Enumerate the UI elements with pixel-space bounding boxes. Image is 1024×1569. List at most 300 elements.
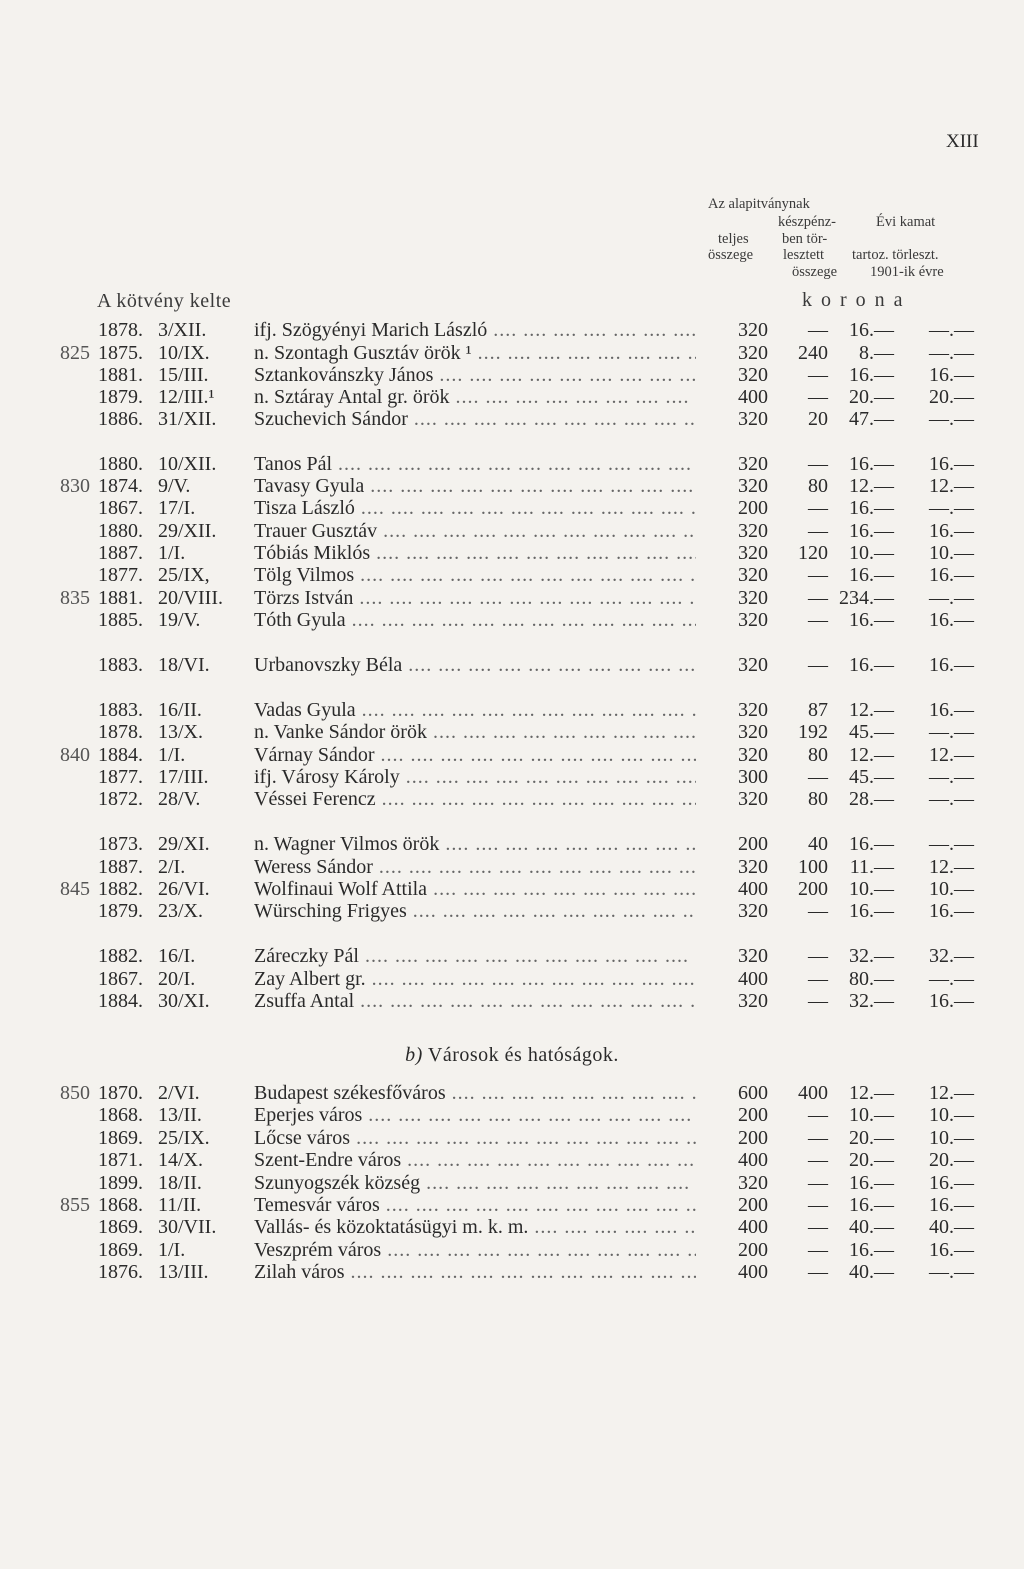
cell-osszeg: 320 bbox=[738, 609, 768, 631]
cell-date: 17/III. bbox=[158, 766, 209, 788]
cell-year: 1871. bbox=[98, 1149, 143, 1171]
cell-year: 1880. bbox=[98, 453, 143, 475]
cell-date: 12/III.¹ bbox=[158, 386, 215, 408]
cell-date: 15/III. bbox=[158, 364, 209, 386]
cell-year: 1883. bbox=[98, 654, 143, 676]
header-keszpenz: készpénz- bbox=[778, 214, 836, 230]
cell-name: n. Vanke Sándor örök .... bbox=[254, 721, 696, 744]
cell-date: 13/III. bbox=[158, 1261, 209, 1283]
cell-name: Szuchevich Sándor .... bbox=[254, 408, 696, 431]
cell-name: Szunyogszék község .... bbox=[254, 1172, 696, 1195]
cell-osszeg: 320 bbox=[738, 856, 768, 878]
cell-year: 1882. bbox=[98, 945, 143, 967]
table-row bbox=[0, 587, 1024, 611]
cell-kesz: — bbox=[808, 1172, 828, 1194]
cell-torl: 12.— bbox=[929, 744, 974, 766]
cell-tartoz: 16.— bbox=[849, 364, 894, 386]
cell-name: Sztankovánszky János .... bbox=[254, 364, 696, 387]
header-1901: 1901-ik évre bbox=[870, 264, 944, 280]
cell-kesz: 40 bbox=[808, 833, 828, 855]
table-row bbox=[0, 1104, 1024, 1128]
cell-year: 1886. bbox=[98, 408, 143, 430]
cell-tartoz: 16.— bbox=[849, 520, 894, 542]
cell-torl: 16.— bbox=[929, 1172, 974, 1194]
cell-num: 855 bbox=[60, 1194, 90, 1216]
cell-osszeg: 200 bbox=[738, 1239, 768, 1261]
cell-year: 1869. bbox=[98, 1239, 143, 1261]
cell-tartoz: 16.— bbox=[849, 1172, 894, 1194]
cell-year: 1875. bbox=[98, 342, 143, 364]
cell-year: 1879. bbox=[98, 386, 143, 408]
cell-date: 26/VI. bbox=[158, 878, 210, 900]
cell-name: Szent-Endre város .... bbox=[254, 1149, 696, 1172]
table-row bbox=[0, 1172, 1024, 1196]
cell-date: 25/IX, bbox=[158, 564, 210, 586]
table-row bbox=[0, 721, 1024, 745]
cell-osszeg: 200 bbox=[738, 497, 768, 519]
section-heading bbox=[0, 1044, 1024, 1067]
cell-date: 10/IX. bbox=[158, 342, 210, 364]
cell-year: 1876. bbox=[98, 1261, 143, 1283]
cell-num: 835 bbox=[60, 587, 90, 609]
cell-tartoz: 16.— bbox=[849, 497, 894, 519]
cell-osszeg: 200 bbox=[738, 833, 768, 855]
cell-kesz: 80 bbox=[808, 788, 828, 810]
table-row bbox=[0, 319, 1024, 343]
cell-name: ifj. Városy Károly .... bbox=[254, 766, 696, 789]
table-row bbox=[0, 878, 1024, 902]
cell-year: 1882. bbox=[98, 878, 143, 900]
cell-num: 825 bbox=[60, 342, 90, 364]
cell-date: 29/XII. bbox=[158, 520, 217, 542]
cell-name: Trauer Gusztáv .... bbox=[254, 520, 696, 543]
cell-date: 19/V. bbox=[158, 609, 201, 631]
cell-osszeg: 400 bbox=[738, 1216, 768, 1238]
cell-kesz: 240 bbox=[798, 342, 828, 364]
cell-name: Várnay Sándor .... bbox=[254, 744, 696, 767]
table-row bbox=[0, 1082, 1024, 1106]
cell-osszeg: 320 bbox=[738, 654, 768, 676]
cell-kesz: — bbox=[808, 453, 828, 475]
cell-kesz: 20 bbox=[808, 408, 828, 430]
cell-torl: —.— bbox=[929, 788, 974, 810]
table-row bbox=[0, 542, 1024, 566]
table-row bbox=[0, 386, 1024, 410]
cell-torl: 32.— bbox=[929, 945, 974, 967]
cell-osszeg: 320 bbox=[738, 364, 768, 386]
cell-year: 1869. bbox=[98, 1216, 143, 1238]
cell-date: 11/II. bbox=[158, 1194, 202, 1216]
cell-name: Tanos Pál .... bbox=[254, 453, 696, 476]
cell-kesz: — bbox=[808, 386, 828, 408]
cell-kesz: — bbox=[808, 609, 828, 631]
cell-osszeg: 320 bbox=[738, 475, 768, 497]
cell-num: 850 bbox=[60, 1082, 90, 1104]
cell-tartoz: 12.— bbox=[849, 744, 894, 766]
cell-name: n. Wagner Vilmos örök .... bbox=[254, 833, 696, 856]
cell-year: 1867. bbox=[98, 968, 143, 990]
table-row bbox=[0, 1149, 1024, 1173]
table-row bbox=[0, 1127, 1024, 1151]
cell-year: 1887. bbox=[98, 542, 143, 564]
cell-torl: 16.— bbox=[929, 1194, 974, 1216]
cell-kesz: — bbox=[808, 1127, 828, 1149]
table-row bbox=[0, 453, 1024, 477]
table-row bbox=[0, 609, 1024, 633]
section-prefix: b) bbox=[405, 1044, 423, 1066]
cell-date: 16/I. bbox=[158, 945, 196, 967]
cell-name: Vadas Gyula .... bbox=[254, 699, 696, 722]
cell-name: Tóth Gyula .... bbox=[254, 609, 696, 632]
cell-date: 1/I. bbox=[158, 1239, 186, 1261]
cell-osszeg: 400 bbox=[738, 386, 768, 408]
cell-torl: 16.— bbox=[929, 654, 974, 676]
cell-date: 14/X. bbox=[158, 1149, 203, 1171]
cell-name: Törzs István .... bbox=[254, 587, 696, 610]
cell-osszeg: 400 bbox=[738, 878, 768, 900]
cell-name: Weress Sándor .... bbox=[254, 856, 696, 879]
cell-tartoz: 20.— bbox=[849, 1127, 894, 1149]
cell-date: 31/XII. bbox=[158, 408, 217, 430]
cell-date: 1/I. bbox=[158, 744, 186, 766]
cell-year: 1867. bbox=[98, 497, 143, 519]
cell-name: Eperjes város .... bbox=[254, 1104, 696, 1127]
cell-year: 1872. bbox=[98, 788, 143, 810]
cell-kesz: 192 bbox=[798, 721, 828, 743]
cell-year: 1874. bbox=[98, 475, 143, 497]
cell-date: 29/XI. bbox=[158, 833, 210, 855]
cell-kesz: — bbox=[808, 1261, 828, 1283]
cell-osszeg: 200 bbox=[738, 1127, 768, 1149]
cell-kesz: 120 bbox=[798, 542, 828, 564]
cell-name: Tölg Vilmos .... bbox=[254, 564, 696, 587]
cell-tartoz: 45.— bbox=[849, 721, 894, 743]
cell-name: Zsuffa Antal .... bbox=[254, 990, 696, 1013]
header-keszpenz: ben tör- bbox=[782, 231, 828, 247]
table-row bbox=[0, 497, 1024, 521]
cell-osszeg: 400 bbox=[738, 1261, 768, 1283]
cell-torl: —.— bbox=[929, 721, 974, 743]
cell-name: n. Sztáray Antal gr. örök .... bbox=[254, 386, 696, 409]
cell-tartoz: 12.— bbox=[849, 699, 894, 721]
cell-year: 1880. bbox=[98, 520, 143, 542]
cell-tartoz: 11.— bbox=[849, 856, 894, 878]
cell-kesz: — bbox=[808, 654, 828, 676]
cell-name: Vallás- és közoktatásügyi m. k. m. .... bbox=[254, 1216, 696, 1239]
cell-torl: 10.— bbox=[929, 1104, 974, 1126]
table-row bbox=[0, 1216, 1024, 1240]
cell-name: Temesvár város .... bbox=[254, 1194, 696, 1217]
cell-kesz: — bbox=[808, 945, 828, 967]
cell-num: 840 bbox=[60, 744, 90, 766]
header-keszpenz: összege bbox=[792, 264, 838, 280]
cell-year: 1881. bbox=[98, 364, 143, 386]
cell-kesz: — bbox=[808, 497, 828, 519]
cell-year: 1884. bbox=[98, 744, 143, 766]
cell-year: 1869. bbox=[98, 1127, 143, 1149]
cell-date: 18/II. bbox=[158, 1172, 202, 1194]
cell-tartoz: 16.— bbox=[849, 900, 894, 922]
cell-osszeg: 200 bbox=[738, 1104, 768, 1126]
table-row bbox=[0, 564, 1024, 588]
cell-kesz: — bbox=[808, 564, 828, 586]
header-teljes: teljes bbox=[718, 231, 749, 247]
table-row bbox=[0, 744, 1024, 768]
cell-name: Lőcse város .... bbox=[254, 1127, 696, 1150]
cell-date: 28/V. bbox=[158, 788, 201, 810]
table-row bbox=[0, 945, 1024, 969]
cell-year: 1868. bbox=[98, 1104, 143, 1126]
cell-year: 1887. bbox=[98, 856, 143, 878]
cell-name: Veszprém város .... bbox=[254, 1239, 696, 1262]
cell-kesz: 200 bbox=[798, 878, 828, 900]
cell-kesz: — bbox=[808, 1149, 828, 1171]
table-row bbox=[0, 1194, 1024, 1218]
cell-torl: 12.— bbox=[929, 1082, 974, 1104]
cell-osszeg: 320 bbox=[738, 788, 768, 810]
cell-torl: 16.— bbox=[929, 900, 974, 922]
cell-kesz: — bbox=[808, 319, 828, 341]
cell-name: Zilah város .... bbox=[254, 1261, 696, 1284]
cell-date: 17/I. bbox=[158, 497, 196, 519]
cell-tartoz: 16.— bbox=[849, 833, 894, 855]
cell-tartoz: 234.— bbox=[839, 587, 894, 609]
cell-kesz: 87 bbox=[808, 699, 828, 721]
cell-kesz: — bbox=[808, 364, 828, 386]
cell-tartoz: 28.— bbox=[849, 788, 894, 810]
cell-osszeg: 320 bbox=[738, 564, 768, 586]
table-row bbox=[0, 408, 1024, 432]
cell-tartoz: 10.— bbox=[849, 542, 894, 564]
cell-tartoz: 12.— bbox=[849, 1082, 894, 1104]
cell-osszeg: 320 bbox=[738, 721, 768, 743]
table-row bbox=[0, 856, 1024, 880]
cell-tartoz: 16.— bbox=[849, 564, 894, 586]
cell-osszeg: 320 bbox=[738, 520, 768, 542]
cell-torl: 10.— bbox=[929, 878, 974, 900]
cell-year: 1870. bbox=[98, 1082, 143, 1104]
cell-name: Zay Albert gr. .... bbox=[254, 968, 696, 991]
cell-osszeg: 200 bbox=[738, 1194, 768, 1216]
cell-name: Tavasy Gyula .... bbox=[254, 475, 696, 498]
cell-torl: —.— bbox=[929, 319, 974, 341]
cell-date: 25/IX. bbox=[158, 1127, 210, 1149]
cell-torl: 16.— bbox=[929, 699, 974, 721]
cell-torl: 16.— bbox=[929, 564, 974, 586]
cell-name: Urbanovszky Béla .... bbox=[254, 654, 696, 677]
cell-tartoz: 16.— bbox=[849, 1239, 894, 1261]
cell-num: 845 bbox=[60, 878, 90, 900]
cell-torl: —.— bbox=[929, 833, 974, 855]
table-row bbox=[0, 766, 1024, 790]
cell-date: 16/II. bbox=[158, 699, 202, 721]
cell-name: Tóbiás Miklós .... bbox=[254, 542, 696, 565]
cell-tartoz: 10.— bbox=[849, 878, 894, 900]
cell-name: Wolfinaui Wolf Attila .... bbox=[254, 878, 696, 901]
cell-kesz: — bbox=[808, 766, 828, 788]
cell-tartoz: 8.— bbox=[859, 342, 894, 364]
table-row bbox=[0, 699, 1024, 723]
cell-year: 1885. bbox=[98, 609, 143, 631]
cell-name: Tisza László .... bbox=[254, 497, 696, 520]
cell-kesz: — bbox=[808, 1239, 828, 1261]
cell-year: 1878. bbox=[98, 721, 143, 743]
cell-kesz: — bbox=[808, 520, 828, 542]
cell-tartoz: 10.— bbox=[849, 1104, 894, 1126]
cell-tartoz: 16.— bbox=[849, 319, 894, 341]
table-row bbox=[0, 833, 1024, 857]
cell-kesz: — bbox=[808, 587, 828, 609]
cell-tartoz: 12.— bbox=[849, 475, 894, 497]
cell-tartoz: 80.— bbox=[849, 968, 894, 990]
cell-osszeg: 320 bbox=[738, 900, 768, 922]
cell-osszeg: 320 bbox=[738, 453, 768, 475]
cell-tartoz: 40.— bbox=[849, 1216, 894, 1238]
cell-name: Véssei Ferencz .... bbox=[254, 788, 696, 811]
cell-year: 1878. bbox=[98, 319, 143, 341]
cell-torl: 20.— bbox=[929, 386, 974, 408]
cell-torl: 40.— bbox=[929, 1216, 974, 1238]
cell-torl: 16.— bbox=[929, 990, 974, 1012]
cell-date: 3/XII. bbox=[158, 319, 207, 341]
cell-tartoz: 20.— bbox=[849, 386, 894, 408]
cell-torl: —.— bbox=[929, 342, 974, 364]
cell-year: 1881. bbox=[98, 587, 143, 609]
cell-date: 30/XI. bbox=[158, 990, 210, 1012]
cell-osszeg: 400 bbox=[738, 968, 768, 990]
cell-osszeg: 320 bbox=[738, 1172, 768, 1194]
page-number: XIII bbox=[946, 131, 979, 152]
cell-tartoz: 16.— bbox=[849, 1194, 894, 1216]
cell-date: 2/I. bbox=[158, 856, 186, 878]
cell-torl: 10.— bbox=[929, 542, 974, 564]
table-row bbox=[0, 475, 1024, 499]
cell-date: 30/VII. bbox=[158, 1216, 217, 1238]
cell-kesz: — bbox=[808, 1104, 828, 1126]
cell-kesz: 100 bbox=[798, 856, 828, 878]
cell-torl: —.— bbox=[929, 497, 974, 519]
header-teljes: összege bbox=[708, 247, 754, 263]
cell-torl: 16.— bbox=[929, 609, 974, 631]
cell-date: 23/X. bbox=[158, 900, 203, 922]
table-row bbox=[0, 520, 1024, 544]
cell-date: 1/I. bbox=[158, 542, 186, 564]
cell-tartoz: 16.— bbox=[849, 654, 894, 676]
cell-torl: 16.— bbox=[929, 1239, 974, 1261]
cell-kesz: — bbox=[808, 990, 828, 1012]
cell-name: n. Szontagh Gusztáv örök ¹ .... bbox=[254, 342, 696, 365]
cell-osszeg: 320 bbox=[738, 587, 768, 609]
table-row bbox=[0, 654, 1024, 678]
cell-torl: 10.— bbox=[929, 1127, 974, 1149]
cell-osszeg: 600 bbox=[738, 1082, 768, 1104]
cell-torl: 12.— bbox=[929, 475, 974, 497]
cell-date: 20/I. bbox=[158, 968, 196, 990]
cell-osszeg: 320 bbox=[738, 990, 768, 1012]
cell-date: 2/VI. bbox=[158, 1082, 200, 1104]
cell-year: 1877. bbox=[98, 564, 143, 586]
cell-date: 13/II. bbox=[158, 1104, 202, 1126]
table-row bbox=[0, 900, 1024, 924]
cell-tartoz: 45.— bbox=[849, 766, 894, 788]
cell-date: 10/XII. bbox=[158, 453, 217, 475]
header-group-label: Az alapitványnak bbox=[708, 196, 810, 212]
cell-year: 1879. bbox=[98, 900, 143, 922]
cell-kesz: — bbox=[808, 968, 828, 990]
cell-year: 1884. bbox=[98, 990, 143, 1012]
cell-kesz: — bbox=[808, 900, 828, 922]
cell-name: Würsching Frigyes .... bbox=[254, 900, 696, 923]
cell-osszeg: 320 bbox=[738, 342, 768, 364]
cell-osszeg: 320 bbox=[738, 319, 768, 341]
table-row bbox=[0, 1261, 1024, 1285]
cell-year: 1883. bbox=[98, 699, 143, 721]
header-keszpenz: lesztett bbox=[783, 247, 825, 263]
cell-date: 18/VI. bbox=[158, 654, 210, 676]
cell-torl: 16.— bbox=[929, 364, 974, 386]
cell-torl: 20.— bbox=[929, 1149, 974, 1171]
header-korona: korona bbox=[802, 289, 912, 311]
header-kotveny-kelte: A kötvény kelte bbox=[97, 290, 232, 312]
cell-torl: —.— bbox=[929, 968, 974, 990]
cell-name: Záreczky Pál .... bbox=[254, 945, 696, 968]
cell-date: 9/V. bbox=[158, 475, 191, 497]
cell-kesz: 80 bbox=[808, 744, 828, 766]
cell-osszeg: 320 bbox=[738, 744, 768, 766]
cell-tartoz: 16.— bbox=[849, 453, 894, 475]
cell-tartoz: 20.— bbox=[849, 1149, 894, 1171]
header-evi-kamat: Évi kamat bbox=[876, 214, 936, 230]
table-row bbox=[0, 364, 1024, 388]
cell-torl: —.— bbox=[929, 1261, 974, 1283]
cell-osszeg: 320 bbox=[738, 542, 768, 564]
cell-tartoz: 32.— bbox=[849, 990, 894, 1012]
cell-kesz: — bbox=[808, 1194, 828, 1216]
table-row bbox=[0, 990, 1024, 1014]
section-title: Városok és hatóságok. bbox=[427, 1044, 619, 1066]
table-row bbox=[0, 788, 1024, 812]
cell-kesz: 80 bbox=[808, 475, 828, 497]
cell-tartoz: 40.— bbox=[849, 1261, 894, 1283]
cell-tartoz: 16.— bbox=[849, 609, 894, 631]
cell-year: 1899. bbox=[98, 1172, 143, 1194]
cell-osszeg: 320 bbox=[738, 945, 768, 967]
cell-year: 1868. bbox=[98, 1194, 143, 1216]
cell-osszeg: 320 bbox=[738, 699, 768, 721]
table-row bbox=[0, 342, 1024, 366]
cell-torl: —.— bbox=[929, 766, 974, 788]
header-tartoz-torleszt: tartoz. törleszt. bbox=[852, 247, 939, 263]
cell-osszeg: 400 bbox=[738, 1149, 768, 1171]
cell-torl: 12.— bbox=[929, 856, 974, 878]
cell-tartoz: 32.— bbox=[849, 945, 894, 967]
table-row bbox=[0, 1239, 1024, 1263]
cell-year: 1873. bbox=[98, 833, 143, 855]
cell-name: ifj. Szögyényi Marich László .... bbox=[254, 319, 696, 342]
cell-torl: —.— bbox=[929, 408, 974, 430]
cell-date: 20/VIII. bbox=[158, 587, 223, 609]
cell-num: 830 bbox=[60, 475, 90, 497]
cell-torl: 16.— bbox=[929, 520, 974, 542]
cell-torl: 16.— bbox=[929, 453, 974, 475]
cell-kesz: — bbox=[808, 1216, 828, 1238]
cell-tartoz: 47.— bbox=[849, 408, 894, 430]
cell-year: 1877. bbox=[98, 766, 143, 788]
cell-date: 13/X. bbox=[158, 721, 203, 743]
table-row bbox=[0, 968, 1024, 992]
cell-kesz: 400 bbox=[798, 1082, 828, 1104]
cell-name: Budapest székesfőváros .... bbox=[254, 1082, 696, 1105]
